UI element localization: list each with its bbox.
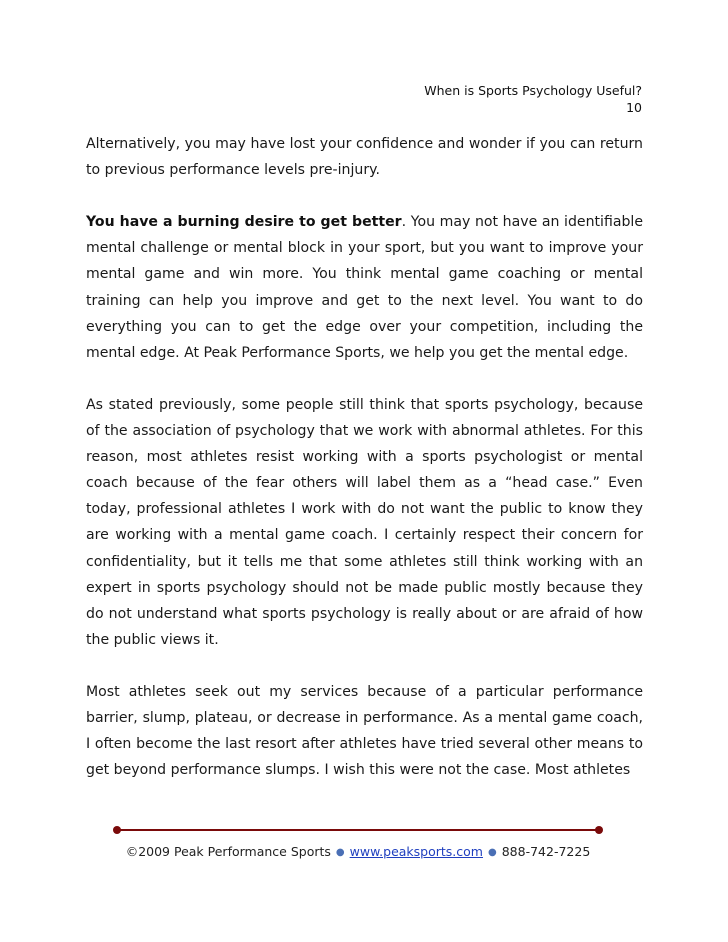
footer-phone: 888-742-7225 <box>501 844 591 859</box>
footer-copyright: ©2009 Peak Performance Sports <box>125 844 331 859</box>
footer-rule <box>117 829 599 831</box>
page-number: 10 <box>626 100 642 115</box>
paragraph-1: Alternatively, you may have lost your confidence and wonder if you can return to previous performance levels pre-injury. <box>86 136 643 179</box>
paragraph-2-text: . You may not have an identifiable mental challenge or mental block in your sport, but you want to improve your mental game and win more. You think mental game coaching or mental training can help you improve and get to the next level. You want to do everything you can to get the edge over your competition, including the mental edge. At Peak Performance Sports, we help you get the mental edge. <box>86 214 643 361</box>
page-footer <box>118 844 598 859</box>
bullet-icon: ● <box>335 847 345 858</box>
paragraph-2-lead: You have a burning desire to get better <box>86 214 402 231</box>
paragraph-3: As stated previously, some people still think that sports psychology, because of the association of psychology that we work with abnormal athletes. For this reason, most athletes resist working with a sports psychologist or mental coach because of the fear others will label them as a “head case.” Even today, professional athletes I work with do not want the public to know they are working with a mental game coach. I certainly respect their concern for confidentiality, but it tells me that some athletes still think working with an expert in sports psychology should not be made public mostly because they do not understand what sports psychology is really about or are afraid of how the public views it. <box>86 396 643 648</box>
bullet-icon: ● <box>487 847 497 858</box>
website-link[interactable]: www.peaksports.com <box>349 844 483 859</box>
footer-rule-right-dot <box>595 826 603 834</box>
running-header <box>424 82 642 116</box>
header-title: When is Sports Psychology Useful? <box>424 83 642 98</box>
footer-rule-left-dot <box>113 826 121 834</box>
paragraph-4: Most athletes seek out my services because of a particular performance barrier, slump, plateau, or decrease in performance. As a mental game coach, I often become the last resort after athletes have tried several other means to get beyond performance slumps. I wish this were not the case. Most athletes <box>86 683 643 779</box>
page-body <box>86 131 643 809</box>
paragraph-2 <box>86 209 643 366</box>
